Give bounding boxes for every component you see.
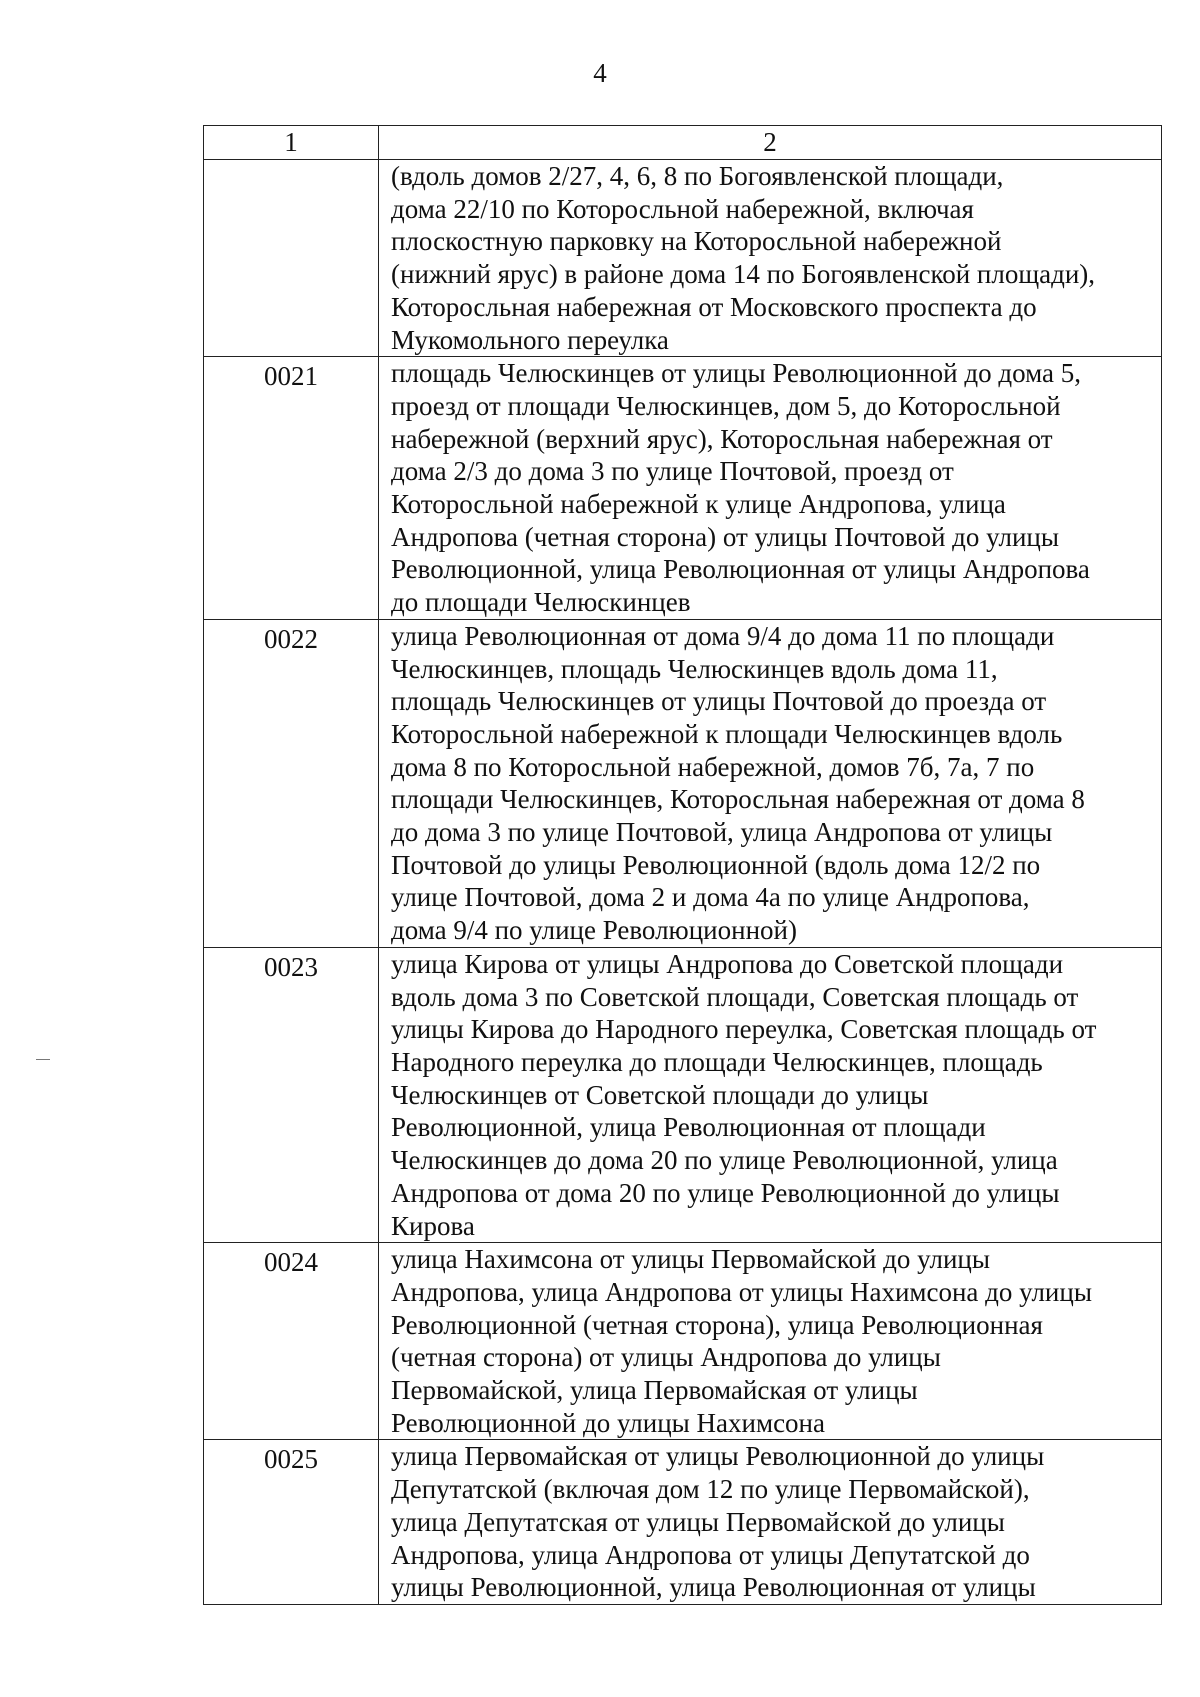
column-header-2: 2 [379,126,1162,160]
table-row [204,619,1162,947]
table-row [204,1440,1162,1605]
column-header-1: 1 [204,126,379,160]
zone-description-cell: (вдоль домов 2/27, 4, 6, 8 по Богоявленской площади, дома 22/10 по Которосльной набережной, включая плоскостную парковку на Которосльной набережной (нижний ярус) в районе дома 14 по Богоявленской площади), Которосльная набережная от Московского проспекта до Мукомольного переулка [379,160,1162,357]
zone-code-cell: 0023 [204,947,379,1242]
table-row [204,160,1162,357]
table-header-row [204,126,1162,160]
zone-code-cell: 0021 [204,357,379,620]
table-row [204,947,1162,1242]
zone-description-cell: площадь Челюскинцев от улицы Революционной до дома 5, проезд от площади Челюскинцев, дом 5, до Которосльной набережной (верхний ярус), Которосльная набережная от дома 2/3 до дома 3 по улице Почтовой, проезд от Которосльной набережной к улице Андропова, улица Андропова (четная сторона) от улицы Почтовой до улицы Революционной, улица Революционная от улицы Андропова до площади Челюскинцев [379,357,1162,620]
zone-code-cell: 0024 [204,1243,379,1440]
zone-code-cell: 0025 [204,1440,379,1605]
zone-description-cell: улица Кирова от улицы Андропова до Советской площади вдоль дома 3 по Советской площади, Советская площадь от улицы Кирова до Народного переулка, Советская площадь от Народного переулка до площади Челюскинцев, площадь Челюскинцев от Советской площади до улицы Революционной, улица Революционная от площади Челюскинцев до дома 20 по улице Революционной, улица Андропова от дома 20 по улице Революционной до улицы Кирова [379,947,1162,1242]
zone-description-cell: улица Революционная от дома 9/4 до дома 11 по площади Челюскинцев, площадь Челюскинцев вдоль дома 11, площадь Челюскинцев от улицы Почтовой до проезда от Которосльной набережной к площади Челюскинцев вдоль дома 8 по Которосльной набережной, домов 7б, 7а, 7 по площади Челюскинцев, Которосльная набережная от дома 8 до дома 3 по улице Почтовой, улица Андропова от улицы Почтовой до улицы Революционной (вдоль дома 12/2 по улице Почтовой, дома 2 и дома 4а по улице Андропова, дома 9/4 по улице Революционной) [379,619,1162,947]
table-row [204,1243,1162,1440]
scan-mark [36,1059,50,1060]
page-number: 4 [593,58,607,88]
zone-description-cell: улица Первомайская от улицы Революционной до улицы Депутатской (включая дом 12 по улице Первомайской), улица Депутатская от улицы Первомайской до улицы Андропова, улица Андропова от улицы Депутатской до улицы Революционной, улица Революционная от улицы [379,1440,1162,1605]
zones-table [203,125,1162,1605]
table-row [204,357,1162,620]
zone-code-cell: 0022 [204,619,379,947]
zone-code-cell [204,160,379,357]
zone-description-cell: улица Нахимсона от улицы Первомайской до улицы Андропова, улица Андропова от улицы Нахимсона до улицы Революционной (четная сторона), улица Революционная (четная сторона) от улицы Андропова до улицы Первомайской, улица Первомайская от улицы Революционной до улицы Нахимсона [379,1243,1162,1440]
